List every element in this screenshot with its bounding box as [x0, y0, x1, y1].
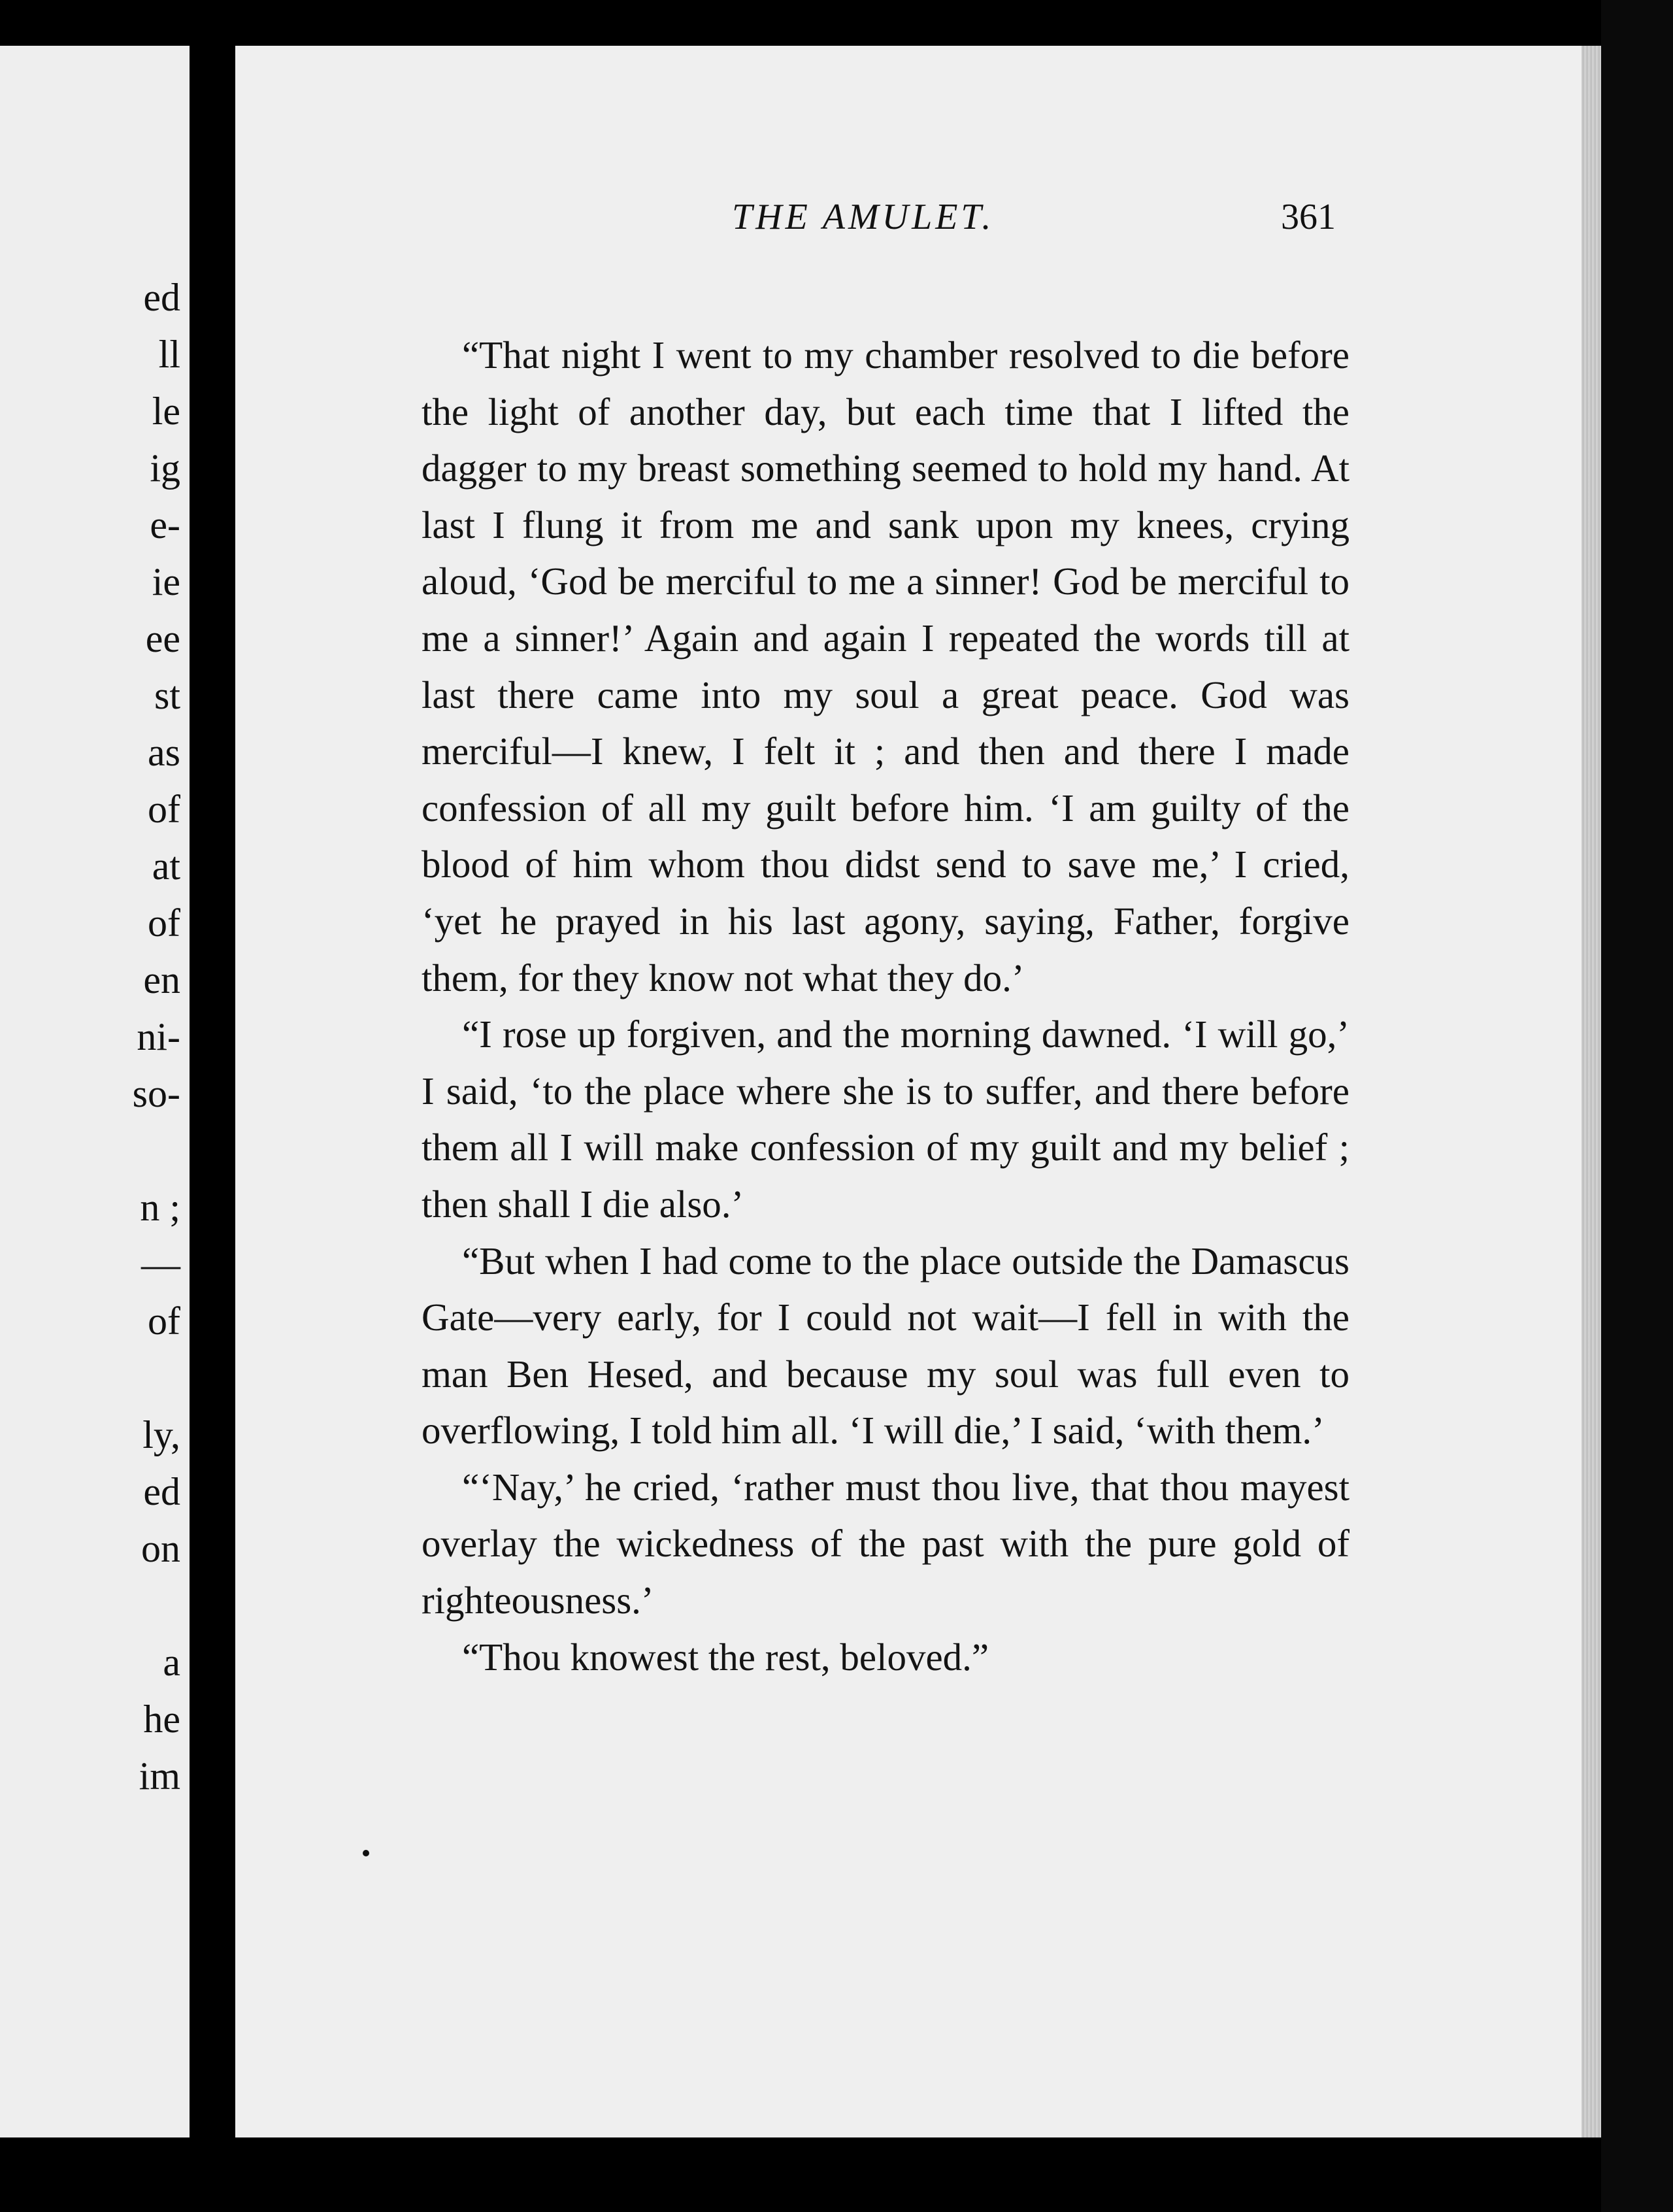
paragraph: “That night I went to my chamber resolved to die before the light of another day, but each time that I lifted the dagger to my breast something seemed to hold my hand. At last I flung it from me and sank upon my knees, crying aloud, ‘God be merciful to me a sinner! God be merciful to me a sinner!’ Again and again I repeated the words till at last there came into my soul a great peace. God was merciful—I knew, I felt it ; and then and there I made confession of all my guilt before him. ‘I am guilty of the blood of him whom thou didst send to save me,’ I cried, ‘yet he prayed in his last agony, saying, Father, forgive them, for they know not what they do.’ — [422, 333, 1350, 999]
left-page-fragment: at — [152, 845, 180, 888]
left-page-fragment: n ; — [140, 1186, 180, 1229]
scan-border — [1601, 0, 1673, 2212]
body-text — [422, 327, 1350, 1685]
left-page-fragment: he — [143, 1698, 180, 1741]
left-page-fragment: ed — [143, 1470, 180, 1513]
left-page-fragment: ig — [150, 446, 180, 490]
left-page-fragment: of — [148, 1299, 180, 1343]
running-head — [235, 196, 1582, 248]
left-page-fragment: ly, — [142, 1413, 180, 1456]
left-page-fragment: so- — [132, 1072, 180, 1115]
left-page-fragment: of — [148, 901, 180, 945]
left-page-fragment: st — [154, 674, 180, 717]
left-page-fragment: e- — [150, 503, 180, 546]
left-page-fragment: ed — [143, 276, 180, 319]
left-page-fragment: le — [152, 390, 180, 433]
running-title: THE AMULET. — [732, 197, 995, 237]
left-page-fragment: en — [143, 958, 180, 1001]
left-page-fragment: on — [141, 1527, 180, 1570]
print-speck — [363, 1850, 369, 1856]
left-page-fragment: ll — [158, 333, 180, 376]
left-page-fragment: a — [163, 1641, 180, 1684]
left-page-fragment: — — [141, 1243, 180, 1286]
paragraph: “I rose up forgiven, and the morning dawned. ‘I will go,’ I said, ‘to the place where she is to suffer, and there before them all I will make confession of my guilt and my belief ; then shall I die also.’ — [422, 1013, 1350, 1226]
paragraph: “But when I had come to the place outside the Damascus Gate—very early, for I could not wait—I fell in with the man Ben Hesed, and because my soul was full even to overflowing, I told him all. ‘I will die,’ I said, ‘with them.’ — [422, 1239, 1350, 1452]
left-page-fragment: ni- — [137, 1015, 180, 1058]
book-gutter — [190, 0, 235, 2212]
left-page-fragment: ee — [145, 617, 180, 660]
book-page — [235, 46, 1582, 2137]
left-page-fragment: ie — [152, 560, 180, 603]
page-number: 361 — [1281, 197, 1336, 237]
paragraph: “Thou knowest the rest, beloved.” — [462, 1635, 989, 1679]
left-facing-page — [0, 46, 190, 2137]
left-page-fragment: of — [148, 788, 180, 831]
left-page-fragment: as — [148, 731, 180, 774]
paragraph: “‘Nay,’ he cried, ‘rather must thou live, that thou mayest overlay the wickedness of the past with the pure gold of righteousness.’ — [422, 1465, 1350, 1622]
left-page-fragment: im — [139, 1754, 180, 1798]
page-edge — [1582, 46, 1601, 2137]
